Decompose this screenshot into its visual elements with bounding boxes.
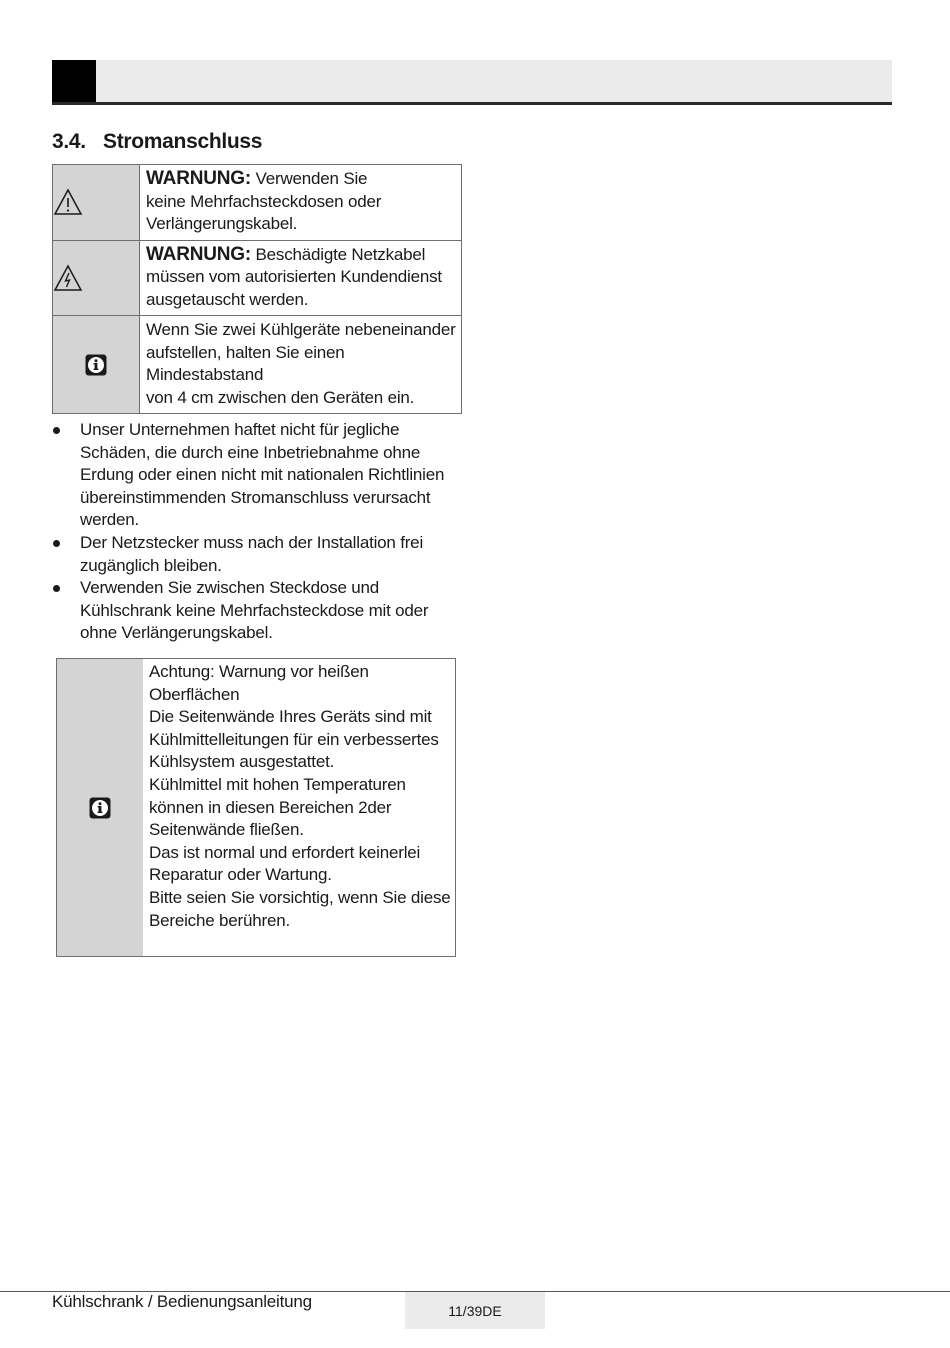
note-row [53, 316, 462, 414]
list-item: Unser Unternehmen haftet nicht für jegliche Schäden, die durch eine Inbetriebnahme ohne Erdung oder einen nicht mit nationalen Richtlinien übereinstimmenden Stromanschluss verursacht werden. [52, 419, 462, 532]
caution-line: Reparatur oder Wartung. [149, 865, 332, 885]
list-item: Verwenden Sie zwischen Steckdose und Kühlschrank keine Mehrfachsteckdose mit oder ohne Verlängerungskabel. [52, 577, 462, 645]
info-icon [85, 354, 107, 376]
section-title: Stromanschluss [103, 130, 263, 153]
caution-line: können in diesen Bereichen 2der [149, 797, 392, 817]
caution-icon-cell [57, 659, 143, 956]
caution-line: Seitenwände fließen. [149, 820, 304, 840]
warning-triangle-icon [53, 188, 83, 216]
header-rule [52, 102, 892, 105]
info-icon [89, 797, 111, 819]
caution-text [143, 659, 455, 956]
section-number: 3.4. [52, 130, 86, 153]
note-text: WARNUNG: Beschädigte Netzkabel müssen vom autorisierten Kundendienst ausgetauscht werden. [140, 240, 462, 316]
electric-hazard-icon [53, 264, 83, 292]
section-heading [52, 130, 262, 154]
warning-label: WARNUNG: [146, 168, 251, 189]
safety-notes-table [52, 164, 462, 414]
note-icon-cell [53, 165, 140, 241]
caution-line: Oberflächen [149, 684, 240, 704]
note-row [53, 240, 462, 316]
list-item: Der Netzstecker muss nach der Installation frei zugänglich bleiben. [52, 532, 462, 577]
caution-line: Kühlmittelleitungen für ein verbessertes [149, 729, 439, 749]
bullet-list [52, 419, 462, 645]
caution-line: Die Seitenwände Ihres Geräts sind mit [149, 707, 432, 727]
page-number: 11/39DE [405, 1292, 545, 1329]
footer-title: Kühlschrank / Bedienungsanleitung [52, 1292, 312, 1311]
caution-line: Bitte seien Sie vorsichtig, wenn Sie diese [149, 887, 451, 907]
caution-box [56, 658, 456, 957]
note-row [53, 165, 462, 241]
caution-line: Kühlmittel mit hohen Temperaturen [149, 774, 406, 794]
note-icon-cell [53, 316, 140, 414]
caution-line: Kühlsystem ausgestattet. [149, 752, 335, 772]
header-black-block [52, 60, 96, 102]
note-text: Wenn Sie zwei Kühlgeräte nebeneinander aufstellen, halten Sie einen Mindestabstand von 4 cm zwischen den Geräten ein. [140, 316, 462, 414]
header-bar [52, 60, 892, 102]
caution-line: Bereiche berühren. [149, 910, 290, 930]
caution-line: Das ist normal und erfordert keinerlei [149, 842, 421, 862]
warning-label: WARNUNG: [146, 243, 251, 265]
caution-line: Achtung: Warnung vor heißen [149, 662, 369, 681]
note-icon-cell [53, 240, 140, 316]
note-text: WARNUNG: Verwenden Sie keine Mehrfachsteckdosen oder Verlängerungskabel. [140, 165, 462, 241]
